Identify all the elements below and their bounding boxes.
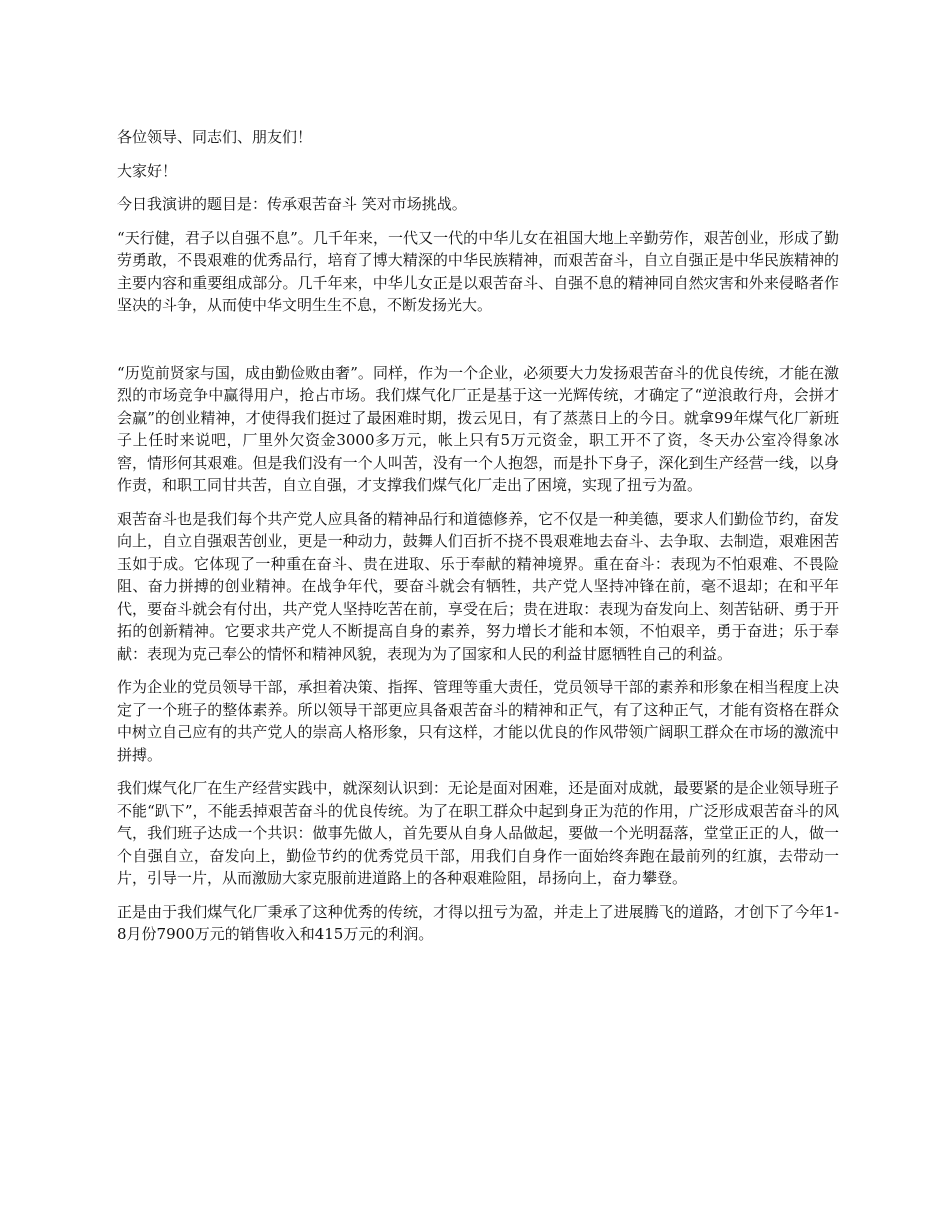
speech-document: [117, 126, 839, 957]
paragraph-gap: [117, 328, 839, 362]
paragraph-national-spirit: “天行健，君子以自强不息”。几千年来，一代又一代的中华儿女在祖国大地上辛勤劳作，艰苦创业，形成了勤劳勇敢，不畏艰难的优秀品行，培育了博大精深的中华民族精神，而艰苦奋斗，自立自强正是中华民族精神的主要内容和重要组成部分。几千年来，中华儿女正是以艰苦奋斗、自强不息的精神同自然灾害和外来侵略者作坚决的斗争，从而使中华文明生生不息，不断发扬光大。: [117, 228, 839, 314]
salutation-line: 大家好！: [117, 161, 178, 180]
speech-topic-line: 今日我演讲的题目是：传承艰苦奋斗 笑对市场挑战。: [117, 195, 467, 213]
paragraph-leadership-cadres: 作为企业的党员领导干部，承担着决策、指挥、管理等重大责任，党员领导干部的素养和形象在相当程度上决定了一个班子的整体素养。所以领导干部更应具备艰苦奋斗的精神和正气，有了这种正气，才能有资格在群众中树立自己应有的共产党人的崇高人格形象，只有这样，才能以优良的作风带领广阔职工群众在市场的激流中拼搏。: [117, 678, 839, 764]
paragraph-results: 正是由于我们煤气化厂秉承了这种优秀的传统，才得以扭亏为盈，并走上了进展腾飞的道路，才创下了今年1-8月份7900万元的销售收入和415万元的利润。: [117, 902, 839, 943]
greeting-line: 各位领导、同志们、朋友们！: [117, 128, 313, 146]
paragraph-plant-practice: 我们煤气化厂在生产经营实践中，就深刻认识到：无论是面对困难，还是面对成就，最要紧的是企业领导班子不能“趴下”，不能丢掉艰苦奋斗的优良传统。为了在职工群众中起到身正为范的作用，广泛形成艰苦奋斗的风气，我们班子达成一个共识：做事先做人，首先要从自身人品做起，要做一个光明磊落，堂堂正正的人，做一个自强自立，奋发向上，勤俭节约的优秀党员干部，用我们自身作一面始终奔跑在最前列的红旗，去带动一片，引导一片，从而激励大家克服前进道路上的各种艰难险阻，昂扬向上，奋力攀登。: [117, 779, 839, 887]
paragraph-party-member-virtue: 艰苦奋斗也是我们每个共产党人应具备的精神品行和道德修养，它不仅是一种美德，要求人们勤俭节约，奋发向上，自立自强艰苦创业，更是一种动力，鼓舞人们百折不挠不畏艰难地去奋斗、去争取、去制造，艰难困苦玉如于成。它体现了一种重在奋斗、贵在进取、乐于奉献的精神境界。重在奋斗：表现为不怕艰难、不畏险阻、奋力拼搏的创业精神。在战争年代，要奋斗就会有牺牲，共产党人坚持冲锋在前，毫不退却；在和平年代，要奋斗就会有付出，共产党人坚持吃苦在前，享受在后；贵在进取：表现为奋发向上、刻苦钻研、勇于开拓的创新精神。它要求共产党人不断提高自身的素养，努力增长才能和本领，不怕艰辛，勇于奋进；乐于奉献：表现为克己奉公的情怀和精神风貌，表现为为了国家和人民的利益甘愿牺牲自己的利益。: [117, 509, 839, 663]
paragraph-enterprise-tradition: “历览前贤家与国，成由勤俭败由奢”。同样，作为一个企业，必须要大力发扬艰苦奋斗的优良传统，才能在激烈的市场竞争中赢得用户，抢占市场。我们煤气化厂正是基于这一光辉传统，才确定了“逆浪敢行舟，会拼才会赢”的创业精神，才使得我们挺过了最困难时期，拨云见日，有了蒸蒸日上的今日。就拿99年煤气化厂新班子上任时来说吧，厂里外欠资金3000多万元，帐上只有5万元资金，职工开不了资，冬天办公室冷得象冰窖，情形何其艰难。但是我们没有一个人叫苦，没有一个人抱怨，而是扑下身子，深化到生产经营一线，以身作责，和职工同甘共苦，自立自强，才支撑我们煤气化厂走出了困境，实现了扭亏为盈。: [117, 363, 839, 494]
